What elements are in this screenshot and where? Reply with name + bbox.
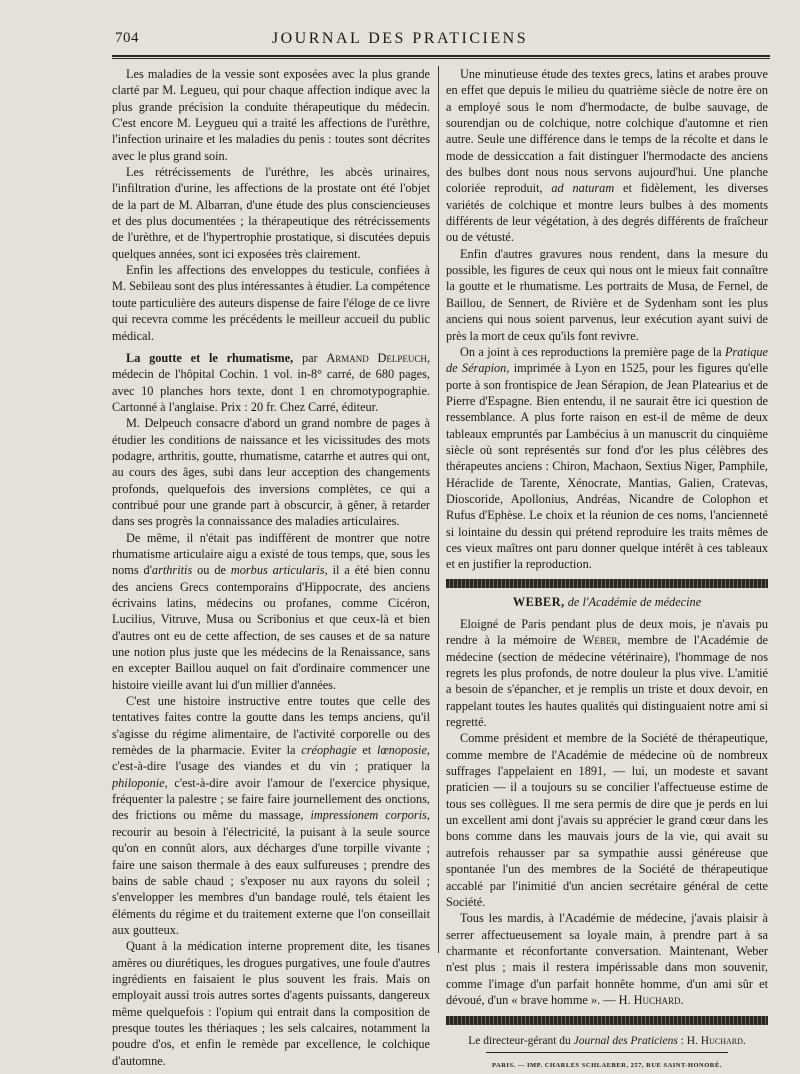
section-separator-bar bbox=[446, 579, 768, 588]
paragraph: De même, il n'était pas indifférent de montrer que notre rhumatisme articulaire aigu a existé de tous temps, que, sous les noms d'arthritis ou de morbus articularis, il a été bien connu des anciens Grecs contemporains d'Hippocrate, des anciens écrivains latins, médecins ou profanes, comme Cicéron, Lucilius, Vitruve, Musa ou Scribonius et que ceux-là et bien d'autres ont eu de cette affection, de ses causes et de sa nature une notion plus juste que les médecins de la Renaissance, sans en excepter Baillou auquel on fait d'ordinaire commencer une histoire vieille avant lui d'un millier d'années. bbox=[112, 530, 431, 692]
paragraph: Enfin les affections des enveloppes du testicule, confiées à M. Sebileau sont des plus intéressantes à étudier. La compétence toute particulière des auteurs dispense de faire l'éloge de ce livre qui recevra comme les précédents le meilleur accueil du public médical. bbox=[112, 263, 430, 343]
publisher-note: Le directeur-gérant du Journal des Praticiens : H. Huchard. bbox=[468, 1035, 746, 1048]
paragraph: Comme président et membre de la Société de thérapeutique, comme membre de l'Académie de médecine où de nombreux suffrages l'appelaient en 1891, — lui, un modeste et savant praticien — il a toujours su se concilier l'affectueuse estime de tous ses collègues. Il me sera permis de dire que je perds en lui un excellent ami dont j'avais su apprécier le grand cœur dans les bons comme dans les mauvais jours de la vie, qui avait su autrefois rehausser par sa sympathie aussi généreuse que spontanée l'un des membres de la Société de thérapeutique accablé par l'inimitié d'un ancien secrétaire général de cette Société. bbox=[446, 731, 768, 909]
obituary-heading bbox=[446, 594, 768, 610]
column-divider bbox=[438, 66, 439, 953]
paragraph: Les maladies de la vessie sont exposées avec la plus grande clarté par M. Legueu, qui pour chaque affection indique avec la plus grande précision la conduite thérapeutique du médecin. C'est encore M. Leygueu qui a traité les affections de l'urèthre, l'infection urinaire et les maladies du penis : toutes sont décrites avec le plus grand soin. bbox=[112, 67, 430, 163]
header-rule bbox=[112, 55, 770, 57]
paragraph: Eloigné de Paris pendant plus de deux mois, je n'avais pu rendre à la mémoire de Weber, membre de l'Académie de médecine (section de médecine vétérinaire), l'hommage de nos regrets les plus profonds, de notre douleur la plus vive. L'amitié a besoin de s'épancher, et je remplis un triste et doux devoir, en rappelant toutes les hautes qualités qui distinguaient notre ami si regretté. bbox=[446, 617, 768, 730]
book-title: La goutte et le rhumatisme, bbox=[126, 350, 294, 365]
paragraph: C'est une histoire instructive entre toutes que celle des tentatives faites contre la goutte dans les temps anciens, qu'il s'agisse du régime alimentaire, de l'activité corporelle ou des remèdes de la pharmacie. Eviter la créophagie et lœnoposie, c'est-à-dire l'usage des viandes et du vin ; pratiquer la philoponie, c'est-à-dire avoir l'amour de l'exercice physique, fréquenter la palestre ; se faire faire journellement des onctions, des frictions ou même du massage, impressionem corporis, recourir au besoin à l'électricité, la puisant à la seule source qu'on en connût alors, aux décharges d'une torpille vivante ; faire une saison thermale à des eaux sulfureuses ; prendre des bains de sable chaud ; s'exposer nu aux rayons du soleil ; s'envelopper les membres d'un bandage roulé, tels étaient les éléments du régime et du traitement externe que l'on conseillait aux goutteux. bbox=[112, 694, 430, 937]
paragraph: Tous les mardis, à l'Académie de médecine, j'avais plaisir à serrer affectueusement sa loyale main, à prendre part à sa charmante et réconfortante conversation. Maintenant, Weber n'est plus ; mais il restera impérissable dans mon souvenir, comme l'image d'un parfait honnête homme, d'un ami sûr et dévoué, d'un « brave homme ». — H. Huchard. bbox=[446, 911, 768, 1007]
paragraph: Enfin d'autres gravures nous rendent, dans la mesure du possible, les figures de ceux qui nous ont le mieux fait connaître la goutte et le rhumatisme. Les portraits de Musa, de Fernel, de Baillou, de Sennert, de Rivière et de Sydenham sont les plus anciens qui nous soient parvenus, leur exécution ayant suivi de près la mort de ceux qu'ils font revivre. bbox=[446, 246, 768, 343]
paragraph: On a joint à ces reproductions la première page de la Pratique de Sérapion, imprimée à Lyon en 1525, pour les figures qu'elle porte à son frontispice de Jean Sérapion, de Jean Platearius et de Pierre d'Espagne. Bien entendu, il ne saurait être ici question de ressemblance. A plus forte raison en est-il de même de deux tableaux empruntés par Lambécius à un manuscrit du cinquième siècle où sont représentés sur fond d'or les plus célèbres des thérapeutes anciens : Chiron, Machaon, Sextius Niger, Pamphile, Héraclide de Tarente, Xénocrate, Mantias, Galien, Cratevas, Dioscoride, Apollonius, Andréas, Nicandre de Colophon et Rufus d'Ephèse. Le choix et la réunion de ces noms, l'ancienneté si lointaine du dessin qui prétend reproduire les traits mêmes de ces vieux maîtres ont paru donner quelque intérêt à ces tableaux et en justifier la reproduction. bbox=[446, 344, 768, 572]
left-column bbox=[112, 66, 430, 1069]
running-title: JOURNAL DES PRATICIENS bbox=[271, 30, 529, 47]
paragraph: M. Delpeuch consacre d'abord un grand nombre de pages à étudier les conditions de naissance et les vicissitudes des mots podagre, arthritis, goutte, rhumatisme, catarrhe et autres qui ont, au cours des âges, subi dans leur acception des changements profonds, quelquefois des inversions complètes, ce qui a contribué pour une grande part à obscurcir, à gêner, à retarder dans ses progrès la connaissance des maladies articulaires. bbox=[112, 416, 430, 529]
printer-imprint: PARIS. — IMP. CHARLES SCHLAEBER, 257, RUE SAINT-HONORÉ. bbox=[492, 1061, 722, 1069]
obituary-name: WEBER, bbox=[512, 594, 565, 609]
right-column bbox=[446, 66, 768, 1074]
book-by: par bbox=[293, 350, 327, 365]
book-review-heading bbox=[112, 350, 430, 415]
paragraph: Quant à la médication interne proprement dite, les tisanes amères ou diurétiques, les drogues purgatives, une foule d'autres ingrédients en faisaient le plus souvent les frais. Mais on employait aussi trois autres sortes d'agents puissants, dangereux même quelquefois : l'opium qui entrait dans la composition de presque toutes les thériaques ; les sels calcaires, notamment la poudre d'os, et enfin le remède par excellence, le colchique d'automne. bbox=[112, 939, 430, 1068]
paragraph: Les rétrécissements de l'uréthre, les abcès urinaires, l'infiltration d'urine, les affections de la prostate ont été l'objet de la part de M. Albarran, d'une étude des plus consciencieuses et des plus documentées ; la thérapeutique des rétrécissements de l'urèthre, et de l'hypertrophie prostatique, si discutées depuis quelques années, sont ici exposées très clairement. bbox=[112, 165, 430, 261]
header-rule-thin bbox=[112, 58, 770, 59]
paragraph: Une minutieuse étude des textes grecs, latins et arabes prouve en effet que depuis le milieu du quatrième siècle de notre ère on a employé sous le nom d'hermodacte, de bulbe sauvage, de sourendjan ou de colchique, notre colchique d'automne et rien autre. Seule une différence dans le temps de la récolte et dans le mode de dessiccation a fait distinguer l'hermodacte des anciens des bulbes dont nous nous servons aujourd'hui. Une planche coloriée reproduit, ad naturam et fidèlement, les diverses variétés de colchique et montre leurs bulbes à des moments différents de leur végétation, à des degrés différents de fraîcheur ou de vétusté. bbox=[446, 67, 768, 245]
page-number: 704 bbox=[115, 30, 139, 46]
obituary-subtitle: de l'Académie de médecine bbox=[564, 594, 702, 609]
book-author: Armand Delpeuch bbox=[326, 350, 427, 365]
book-details: , médecin de l'hôpital Cochin. 1 vol. in-8° carré, de 680 pages, avec 10 planches hors texte, dont 1 en chromotypographie. Cartonné à l'anglaise. Prix : 20 fr. Chez Carré, éditeur. bbox=[112, 350, 431, 414]
closing-separator-bar bbox=[446, 1016, 768, 1025]
footer-rule bbox=[486, 1052, 728, 1053]
